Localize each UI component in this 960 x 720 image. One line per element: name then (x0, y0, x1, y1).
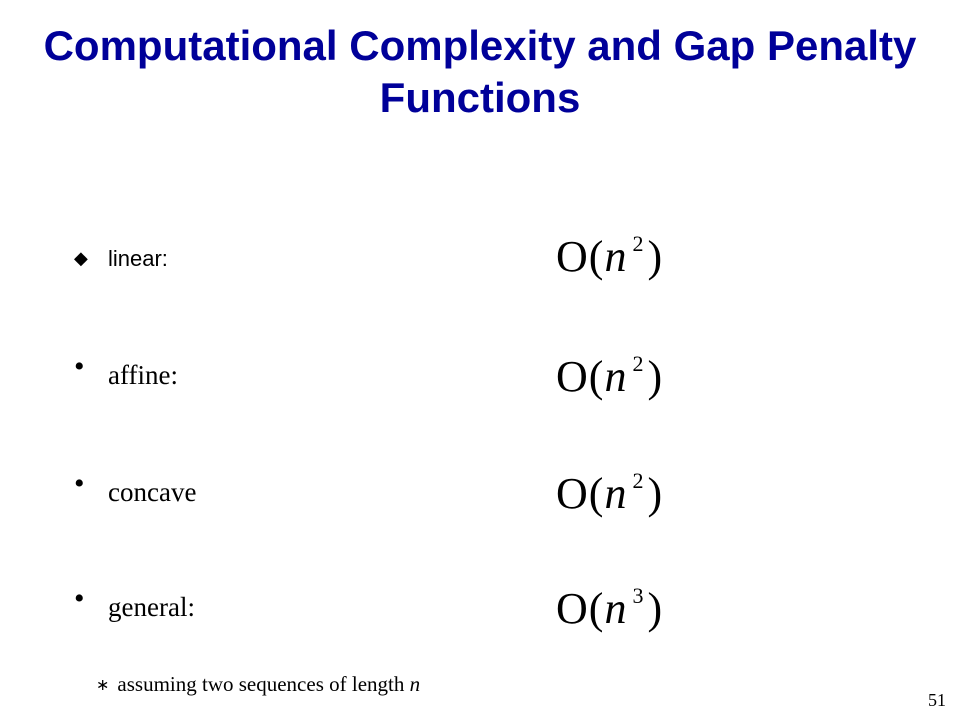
complexity-item-affine (0, 338, 960, 418)
footnote-variable: n (409, 672, 421, 696)
item-label: linear: (108, 246, 168, 271)
complexity-item-concave (0, 455, 960, 535)
formula-exponent: 2 (632, 231, 644, 256)
formula-prefix: O( (556, 232, 605, 281)
complexity-item-linear (0, 218, 960, 298)
bullet-dot-icon: • (74, 467, 85, 500)
formula-suffix: ) (647, 469, 664, 518)
slide-title: Computational Complexity and Gap Penalty Functions (43, 22, 917, 121)
complexity-item-general (0, 570, 960, 650)
formula-variable: n (604, 352, 627, 401)
footnote-text: assuming two sequences of length (117, 672, 410, 696)
formula-variable: n (604, 232, 627, 281)
formula-exponent: 3 (632, 583, 644, 608)
formula-prefix: O( (556, 584, 605, 633)
item-label: concave (108, 477, 197, 507)
complexity-formula (556, 584, 663, 641)
diamond-bullet-icon: ◆ (74, 248, 88, 269)
formula-variable: n (604, 584, 627, 633)
formula-suffix: ) (647, 352, 664, 401)
bullet-dot-icon: • (74, 350, 85, 383)
page-number: 51 (928, 690, 946, 710)
formula-suffix: ) (647, 584, 664, 633)
formula-exponent: 2 (632, 468, 644, 493)
bullet-dot-icon: • (74, 582, 85, 615)
footnote (96, 672, 420, 697)
formula-suffix: ) (647, 232, 664, 281)
formula-prefix: O( (556, 469, 605, 518)
item-label: general: (108, 592, 195, 622)
formula-prefix: O( (556, 352, 605, 401)
formula-variable: n (604, 469, 627, 518)
complexity-formula (556, 232, 663, 289)
complexity-formula (556, 469, 663, 526)
formula-exponent: 2 (632, 351, 644, 376)
complexity-formula (556, 352, 663, 409)
asterisk-icon: ∗ (96, 675, 110, 694)
item-label: affine: (108, 360, 178, 390)
